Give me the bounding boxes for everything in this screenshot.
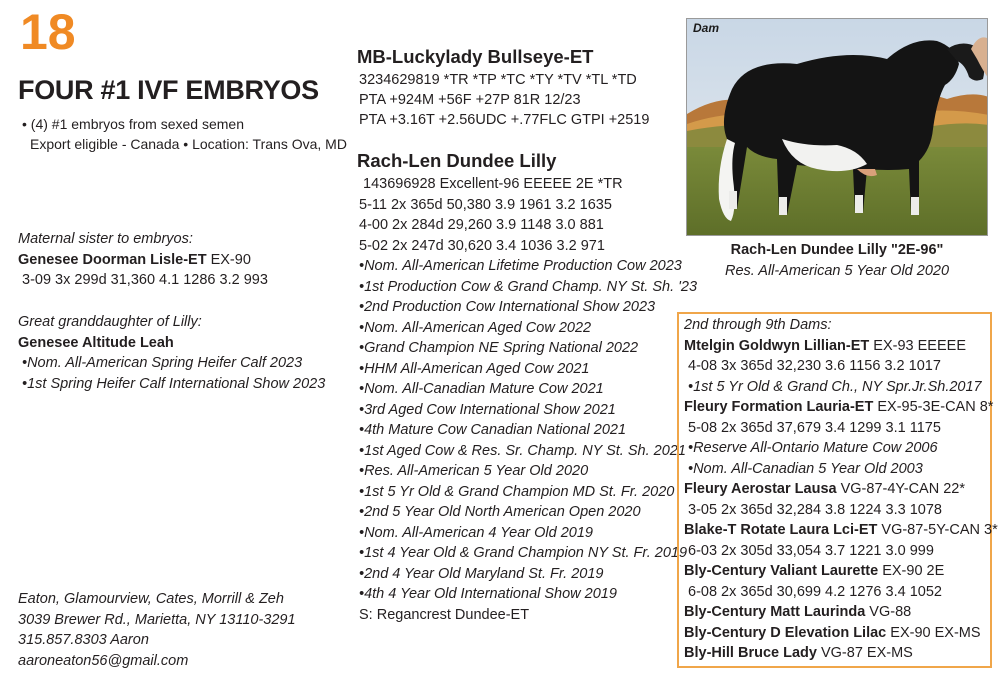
dam-record: 4-00 2x 284d 29,260 3.9 1148 3.0 881 bbox=[359, 217, 604, 233]
dam-honor: •Res. All-American 5 Year Old 2020 bbox=[359, 463, 589, 479]
dam8-score: EX-90 EX-MS bbox=[886, 624, 981, 641]
dam-record: 5-11 2x 365d 50,380 3.9 1961 3.2 1635 bbox=[359, 196, 612, 213]
dam-honor: •4th 4 Year Old International Show 2019 bbox=[359, 586, 617, 602]
dam5-record: 6-03 2x 305d 33,054 3.7 1221 3.0 999 bbox=[688, 542, 934, 559]
maternal-sister-record: 3-09 3x 299d 31,360 4.1 1286 3.2 993 bbox=[22, 272, 268, 288]
dam-honor: •Nom. All-American Aged Cow 2022 bbox=[359, 319, 592, 336]
lot-number: 18 bbox=[20, 4, 76, 60]
dam-photo bbox=[686, 18, 988, 236]
dam6-record: 6-08 2x 365d 30,699 4.2 1276 3.4 1052 bbox=[688, 583, 942, 600]
contact-address: 3039 Brewer Rd., Marietta, NY 13110-3291 bbox=[18, 611, 296, 628]
dam6-name: Bly-Century Valiant Laurette bbox=[684, 563, 879, 579]
dam-honor: •HHM All-American Aged Cow 2021 bbox=[359, 360, 590, 377]
dam-honor: •1st Aged Cow & Res. Sr. Champ. NY St. Sh. 2021 bbox=[359, 442, 686, 459]
dam8-name: Bly-Century D Elevation Lilac bbox=[684, 624, 887, 641]
dam-honor: •2nd Production Cow International Show 2023 bbox=[359, 299, 656, 315]
dam4-name: Fleury Aerostar Lausa bbox=[684, 481, 837, 497]
dam2-score: EX-93 EEEEE bbox=[869, 337, 966, 354]
dam2-honor: •1st 5 Yr Old & Grand Ch., NY Spr.Jr.Sh.2017 bbox=[688, 378, 982, 395]
dam-honor: •Nom. All-American 4 Year Old 2019 bbox=[359, 524, 593, 541]
lot-bullet-export: Export eligible - Canada • Location: Trans Ova, MD bbox=[30, 136, 347, 152]
dam9-score: VG-87 EX-MS bbox=[816, 645, 913, 661]
photo-caption-name: Rach-Len Dundee Lilly "2E-96" bbox=[730, 242, 944, 258]
contact-email: aaroneaton56@gmail.com bbox=[18, 652, 189, 669]
maternal-sister-name: Genesee Doorman Lisle-ET bbox=[18, 251, 207, 268]
dam-honor: •1st 4 Year Old & Grand Champion NY St. Fr. 2019 bbox=[359, 545, 688, 561]
dam-honor: •Nom. All-Canadian Mature Cow 2021 bbox=[359, 381, 604, 397]
dam2-record: 4-08 3x 365d 32,230 3.6 1156 3.2 1017 bbox=[688, 358, 941, 374]
dam-honor: •1st 5 Yr Old & Grand Champion MD St. Fr. 2020 bbox=[359, 483, 675, 500]
lot-title: FOUR #1 IVF EMBRYOS bbox=[18, 75, 319, 105]
dam-honor: •3rd Aged Cow International Show 2021 bbox=[359, 401, 616, 418]
lot-bullet-embryos: • (4) #1 embryos from sexed semen bbox=[22, 116, 244, 132]
dam-record: 5-02 2x 247d 30,620 3.4 1036 3.2 971 bbox=[359, 237, 605, 254]
maternal-sister-score: EX-90 bbox=[206, 251, 251, 268]
dam3-score: EX-95-3E-CAN 8* bbox=[873, 399, 994, 415]
sire-pta-type: PTA +3.16T +2.56UDC +.77FLC GTPI +2519 bbox=[359, 112, 650, 128]
dam-registration: 143696928 Excellent-96 EEEEE 2E *TR bbox=[363, 176, 623, 192]
dam3-honor: •Nom. All-Canadian 5 Year Old 2003 bbox=[688, 460, 923, 477]
dam4-score: VG-87-4Y-CAN 22* bbox=[836, 481, 965, 497]
dam5-score: VG-87-5Y-CAN 3* bbox=[877, 522, 998, 538]
dam-honor: •2nd 5 Year Old North American Open 2020 bbox=[359, 504, 641, 520]
dam3-name: Fleury Formation Lauria-ET bbox=[684, 399, 874, 415]
maternal-sister-heading: Maternal sister to embryos: bbox=[18, 231, 193, 247]
dam-honor: •2nd 4 Year Old Maryland St. Fr. 2019 bbox=[359, 565, 604, 582]
dam6-score: EX-90 2E bbox=[878, 563, 945, 579]
sire-info bbox=[359, 70, 649, 130]
lot-details bbox=[22, 114, 347, 154]
dam-honor: •Grand Champion NE Spring National 2022 bbox=[359, 340, 639, 356]
great-granddaughter-section bbox=[18, 312, 325, 394]
dam-name: Rach-Len Dundee Lilly bbox=[357, 150, 557, 171]
photo-caption-subtitle: Res. All-American 5 Year Old 2020 bbox=[724, 263, 950, 279]
sire-pta-production: PTA +924M +56F +27P 81R 12/23 bbox=[359, 92, 581, 108]
great-granddaughter-honor: •1st Spring Heifer Calf International Show 2023 bbox=[22, 375, 326, 392]
dam9-name: Bly-Hill Bruce Lady bbox=[684, 645, 817, 661]
contact-consignors: Eaton, Glamourview, Cates, Morrill & Zeh bbox=[18, 591, 284, 607]
contact-phone: 315.857.8303 Aaron bbox=[18, 632, 149, 648]
maternal-sister-section bbox=[18, 229, 268, 291]
dam7-score: VG-88 bbox=[865, 604, 912, 620]
dam5-name: Blake-T Rotate Laura Lci-ET bbox=[684, 522, 878, 538]
dam4-record: 3-05 2x 365d 32,284 3.8 1224 3.3 1078 bbox=[688, 501, 942, 518]
dam2-name: Mtelgin Goldwyn Lillian-ET bbox=[684, 337, 870, 354]
sire-name: MB-Luckylady Bullseye-ET bbox=[357, 46, 594, 67]
pedigree-heading: 2nd through 9th Dams: bbox=[684, 317, 832, 333]
pedigree-dams bbox=[684, 315, 998, 664]
cow-photo-illustration bbox=[687, 19, 988, 236]
dam-honor: •1st Production Cow & Grand Champ. NY St. Sh. '23 bbox=[359, 278, 698, 295]
dam-honor: •Nom. All-American Lifetime Production Cow 2023 bbox=[359, 258, 682, 274]
great-granddaughter-honor: •Nom. All-American Spring Heifer Calf 2023 bbox=[22, 355, 303, 371]
contact-block bbox=[18, 589, 296, 671]
photo-label: Dam bbox=[693, 21, 720, 35]
photo-caption bbox=[686, 240, 988, 282]
great-granddaughter-name: Genesee Altitude Leah bbox=[18, 334, 174, 351]
dam-info bbox=[359, 174, 697, 625]
dam-honor: •4th Mature Cow Canadian National 2021 bbox=[359, 422, 627, 438]
dam3-honor: •Reserve All-Ontario Mature Cow 2006 bbox=[688, 440, 938, 456]
dam7-name: Bly-Century Matt Laurinda bbox=[684, 604, 866, 620]
dam-sire-line: S: Regancrest Dundee-ET bbox=[359, 606, 530, 623]
great-granddaughter-heading: Great granddaughter of Lilly: bbox=[18, 314, 202, 330]
dam3-record: 5-08 2x 365d 37,679 3.4 1299 3.1 1175 bbox=[688, 419, 941, 436]
sire-registration: 3234629819 *TR *TP *TC *TY *TV *TL *TD bbox=[359, 72, 637, 88]
